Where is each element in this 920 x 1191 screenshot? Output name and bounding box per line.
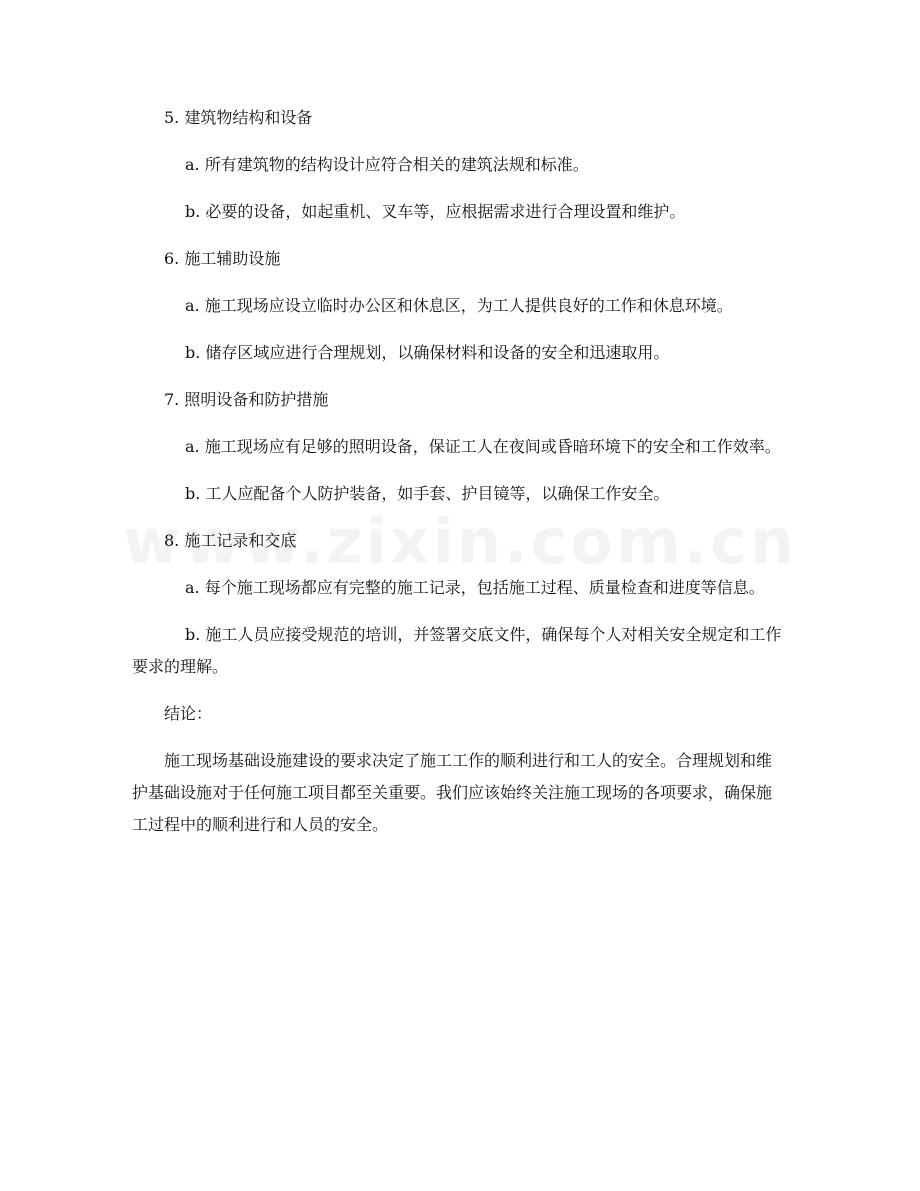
section-heading: 6. 施工辅助设施 <box>164 249 281 268</box>
section-item: a. 施工现场应设立临时办公区和休息区，为工人提供良好的工作和休息环境。 <box>185 296 733 315</box>
section-item: b. 施工人员应接受规范的培训，并签署交底文件，确保每个人对相关安全规定和工作要求的理解。 <box>132 625 782 676</box>
section-item: a. 每个施工现场都应有完整的施工记录，包括施工过程、质量检查和进度等信息。 <box>185 578 765 597</box>
section-heading: 8. 施工记录和交底 <box>164 531 297 550</box>
section-item: a. 施工现场应有足够的照明设备，保证工人在夜间或昏暗环境下的安全和工作效率。 <box>185 437 781 456</box>
section-item: b. 工人应配备个人防护装备，如手套、护目镜等，以确保工作安全。 <box>185 484 670 503</box>
section-heading: 5. 建筑物结构和设备 <box>164 108 313 127</box>
section-item: b. 储存区域应进行合理规划，以确保材料和设备的安全和迅速取用。 <box>185 343 670 362</box>
conclusion-label: 结论： <box>164 704 213 723</box>
section-item: b. 必要的设备，如起重机、叉车等，应根据需求进行合理设置和维护。 <box>185 202 686 221</box>
section-heading: 7. 照明设备和防护措施 <box>164 390 329 409</box>
conclusion-text: 施工现场基础设施建设的要求决定了施工工作的顺利进行和工人的安全。合理规划和维护基础设施对于任何施工项目都至关重要。我们应该始终关注施工现场的各项要求，确保施工过程中的顺利进行和人员的安全。 <box>132 751 773 834</box>
section-item: a. 所有建筑物的结构设计应符合相关的建筑法规和标准。 <box>185 155 589 174</box>
document-body <box>132 102 787 856</box>
